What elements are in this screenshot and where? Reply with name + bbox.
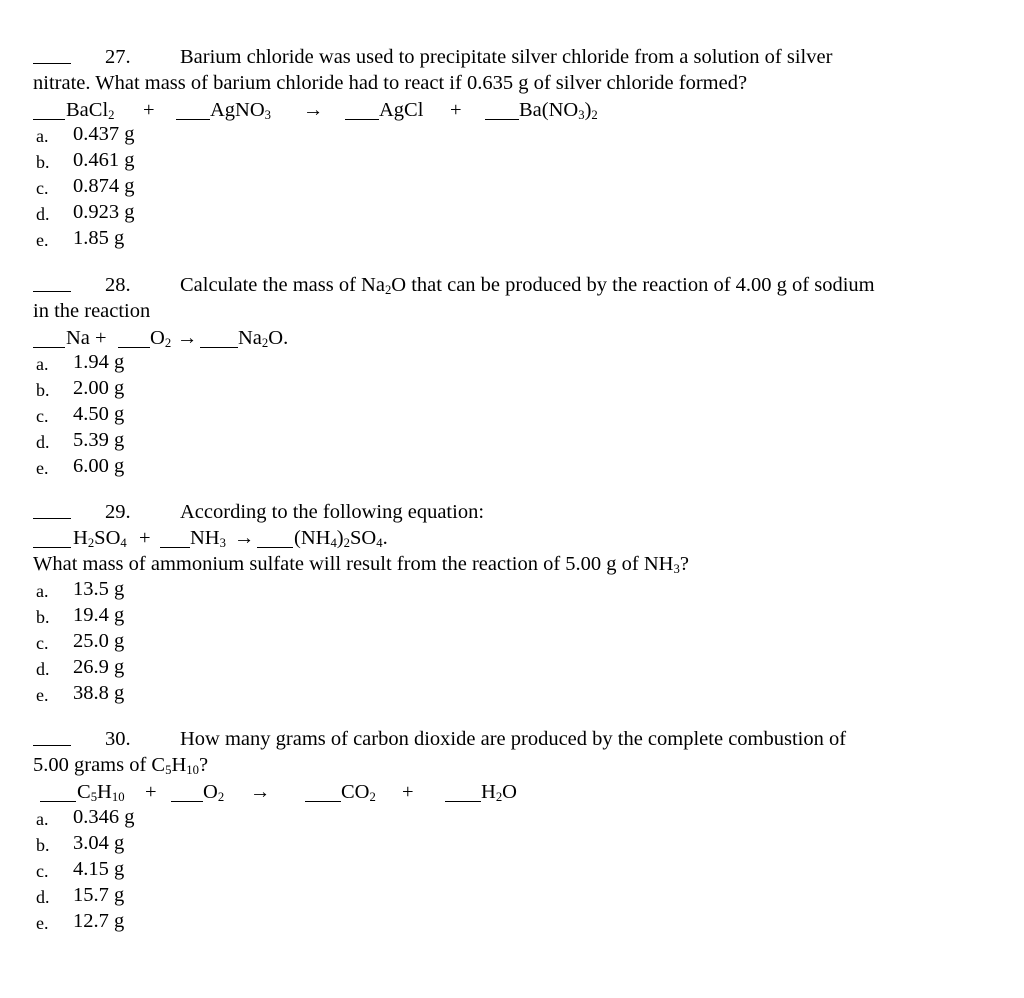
option-value[interactable]: 5.39 g bbox=[73, 429, 125, 451]
equation-plus: + bbox=[402, 781, 414, 803]
option-value[interactable]: 0.461 g bbox=[73, 149, 135, 171]
equation-term: $NH_3$ bbox=[190, 527, 226, 551]
equation-term: $O_2$ bbox=[150, 327, 172, 351]
question-text: According to the following equation: bbox=[180, 501, 485, 523]
equation-term: $H_2O$ bbox=[481, 781, 517, 805]
question-text: in the reaction bbox=[33, 300, 151, 322]
equation-term: $C_5H_{10}$ bbox=[77, 781, 125, 805]
option-value[interactable]: 38.8 g bbox=[73, 682, 125, 704]
equation-arrow: → bbox=[250, 781, 271, 803]
option-value[interactable]: 13.5 g bbox=[73, 578, 125, 600]
option-letter: e. bbox=[36, 913, 49, 933]
equation-plus: + bbox=[145, 781, 157, 803]
option-letter: d. bbox=[36, 432, 50, 452]
question-text: 5.00 grams of $C_5H_{10}$? bbox=[33, 754, 209, 778]
option-letter: d. bbox=[36, 887, 50, 907]
equation-arrow: → bbox=[234, 527, 255, 549]
option-letter: a. bbox=[36, 126, 49, 146]
coefficient-blank[interactable] bbox=[171, 801, 203, 802]
coefficient-blank[interactable] bbox=[445, 801, 481, 802]
question-number: 30. bbox=[105, 728, 131, 750]
option-value[interactable]: 0.923 g bbox=[73, 201, 135, 223]
coefficient-blank[interactable] bbox=[33, 547, 71, 548]
option-value[interactable]: 1.85 g bbox=[73, 227, 125, 249]
question-text: nitrate. What mass of barium chloride had to react if 0.635 g of silver chloride formed? bbox=[33, 72, 748, 94]
equation-term: $O_2$ bbox=[203, 781, 225, 805]
option-value[interactable]: 2.00 g bbox=[73, 377, 125, 399]
option-value[interactable]: 0.874 g bbox=[73, 175, 135, 197]
option-letter: b. bbox=[36, 835, 50, 855]
option-letter: d. bbox=[36, 204, 50, 224]
question-text: How many grams of carbon dioxide are produced by the complete combustion of bbox=[180, 728, 847, 750]
option-letter: b. bbox=[36, 152, 50, 172]
question-text: What mass of ammonium sulfate will result from the reaction of 5.00 g of $NH_3$? bbox=[33, 553, 689, 577]
equation-term: $Ba(NO_3)_2$ bbox=[519, 99, 598, 123]
answer-blank-28[interactable] bbox=[33, 291, 71, 292]
option-value[interactable]: 26.9 g bbox=[73, 656, 125, 678]
option-letter: b. bbox=[36, 607, 50, 627]
option-letter: c. bbox=[36, 406, 49, 426]
option-value[interactable]: 1.94 g bbox=[73, 351, 125, 373]
coefficient-blank[interactable] bbox=[40, 801, 76, 802]
equation-plus: + bbox=[139, 527, 151, 549]
question-text: Barium chloride was used to precipitate silver chloride from a solution of silver bbox=[180, 46, 833, 68]
option-value[interactable]: 0.346 g bbox=[73, 806, 135, 828]
option-letter: c. bbox=[36, 861, 49, 881]
coefficient-blank[interactable] bbox=[345, 119, 379, 120]
equation-arrow: → bbox=[177, 327, 198, 349]
option-value[interactable]: 3.04 g bbox=[73, 832, 125, 854]
equation-term: Na + bbox=[66, 327, 107, 349]
option-value[interactable]: 0.437 g bbox=[73, 123, 135, 145]
option-letter: a. bbox=[36, 581, 49, 601]
coefficient-blank[interactable] bbox=[33, 119, 65, 120]
equation-term: $Na_2O$. bbox=[238, 327, 289, 351]
question-number: 29. bbox=[105, 501, 131, 523]
coefficient-blank[interactable] bbox=[257, 547, 293, 548]
option-value[interactable]: 4.50 g bbox=[73, 403, 125, 425]
answer-blank-27[interactable] bbox=[33, 63, 71, 64]
question-text: Calculate the mass of $Na_2O$ that can be produced by the reaction of 4.00 g of sodium bbox=[180, 274, 875, 298]
coefficient-blank[interactable] bbox=[176, 119, 210, 120]
option-letter: e. bbox=[36, 230, 49, 250]
coefficient-blank[interactable] bbox=[305, 801, 341, 802]
coefficient-blank[interactable] bbox=[33, 347, 65, 348]
option-letter: e. bbox=[36, 458, 49, 478]
option-letter: a. bbox=[36, 809, 49, 829]
equation-plus: + bbox=[143, 99, 155, 121]
coefficient-blank[interactable] bbox=[485, 119, 519, 120]
option-letter: e. bbox=[36, 685, 49, 705]
equation-plus: + bbox=[450, 99, 462, 121]
option-value[interactable]: 19.4 g bbox=[73, 604, 125, 626]
equation-term: BaCl$_2$ bbox=[66, 99, 115, 123]
option-letter: b. bbox=[36, 380, 50, 400]
question-number: 27. bbox=[105, 46, 131, 68]
option-value[interactable]: 25.0 g bbox=[73, 630, 125, 652]
option-value[interactable]: 15.7 g bbox=[73, 884, 125, 906]
option-letter: c. bbox=[36, 633, 49, 653]
option-letter: a. bbox=[36, 354, 49, 374]
answer-blank-29[interactable] bbox=[33, 518, 71, 519]
coefficient-blank[interactable] bbox=[118, 347, 150, 348]
option-value[interactable]: 12.7 g bbox=[73, 910, 125, 932]
equation-term: $CO_2$ bbox=[341, 781, 376, 805]
equation-term: $(NH_4)_2SO_4$. bbox=[294, 527, 388, 551]
option-value[interactable]: 6.00 g bbox=[73, 455, 125, 477]
answer-blank-30[interactable] bbox=[33, 745, 71, 746]
equation-term: $H_2SO_4$ bbox=[73, 527, 127, 551]
equation-term: AgNO$_3$ bbox=[210, 99, 272, 123]
equation-term: AgCl bbox=[379, 99, 424, 121]
option-letter: c. bbox=[36, 178, 49, 198]
option-letter: d. bbox=[36, 659, 50, 679]
question-number: 28. bbox=[105, 274, 131, 296]
coefficient-blank[interactable] bbox=[160, 547, 190, 548]
equation-arrow: → bbox=[303, 99, 324, 121]
option-value[interactable]: 4.15 g bbox=[73, 858, 125, 880]
coefficient-blank[interactable] bbox=[200, 347, 238, 348]
